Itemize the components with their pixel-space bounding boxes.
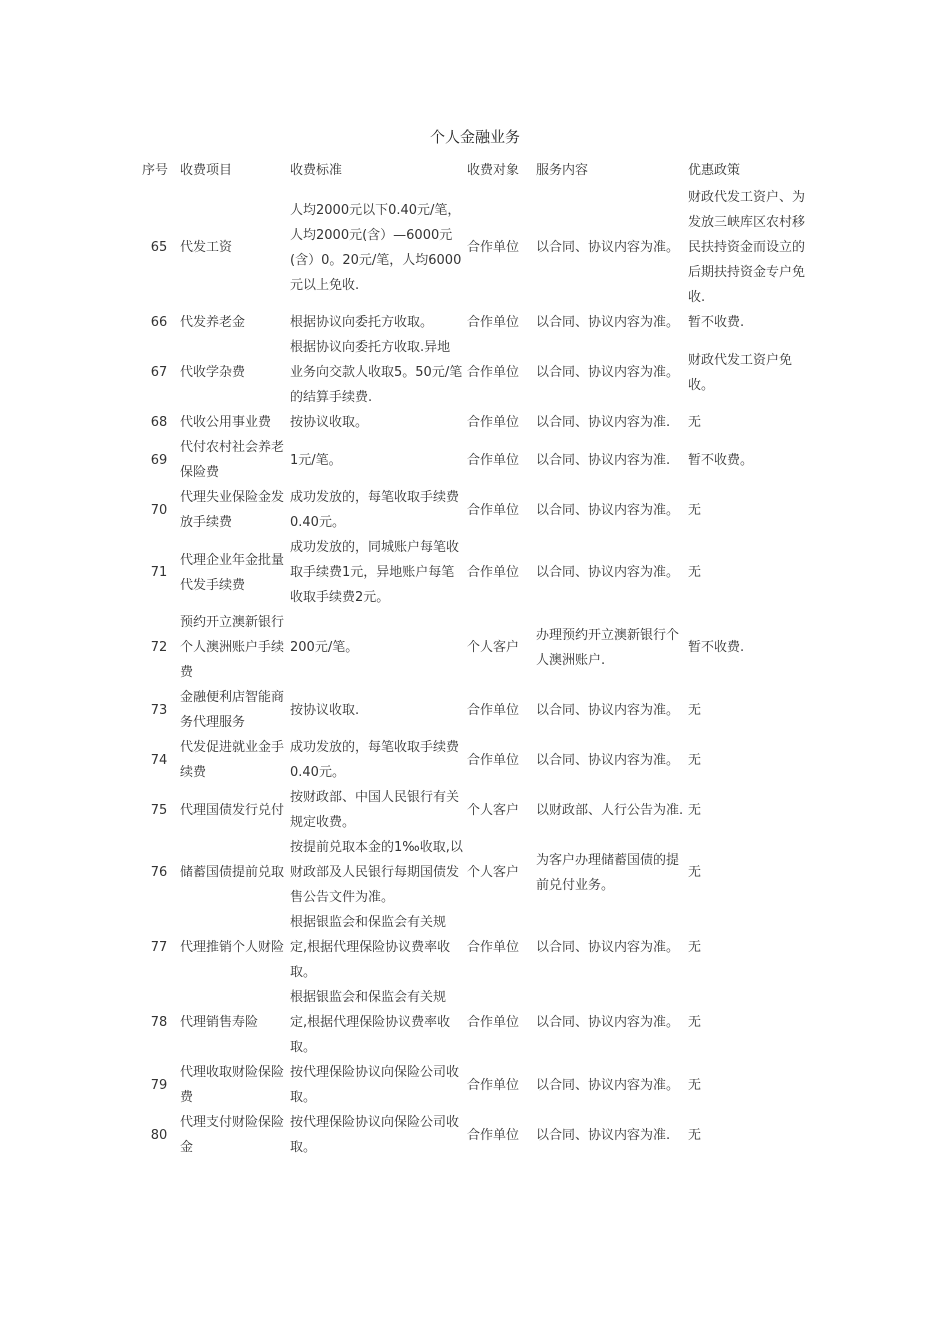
- discount-policy-cell: 无: [688, 1015, 702, 1030]
- fee-standard-cell: 成功发放的，同城账户每笔收取手续费1元，异地账户每笔收取手续费2元。: [290, 540, 460, 605]
- fee-standard-cell: 根据银监会和保监会有关规定,根据代理保险协议费率收取。: [290, 990, 451, 1055]
- row-number: 67: [150, 365, 168, 380]
- fee-standard-cell: 根据银监会和保监会有关规定,根据代理保险协议费率收取。: [290, 915, 451, 980]
- service-content-cell: 以合同、协议内容为准。: [536, 702, 680, 718]
- column-header-standard: 收费标准: [290, 162, 343, 178]
- table-row: [140, 185, 810, 310]
- row-number: 69: [150, 452, 168, 468]
- service-content-cell: 以合同、协议内容为准。: [536, 565, 680, 580]
- fee-target-cell: 合作单位: [467, 315, 520, 330]
- table-row: [140, 785, 810, 835]
- service-content-cell: 以合同、协议内容为准。: [536, 752, 680, 768]
- discount-policy-cell: 无: [688, 865, 702, 880]
- table-row: [140, 835, 810, 910]
- fee-target-cell: 合作单位: [467, 1015, 520, 1030]
- discount-policy-cell: 无: [688, 565, 702, 580]
- table-row: [140, 1110, 810, 1160]
- column-header-no: 序号: [142, 162, 169, 178]
- fee-standard-cell: 成功发放的，每笔收取手续费0.40元。: [290, 740, 460, 780]
- discount-policy-cell: 财政代发工资户、为发放三峡库区农村移民扶持资金而设立的后期扶持资金专户免收.: [688, 190, 806, 305]
- row-number: 78: [150, 1015, 168, 1030]
- discount-policy-cell: 暂不收费.: [688, 640, 745, 655]
- service-content-cell: 以合同、协议内容为准.: [536, 415, 671, 430]
- fee-target-cell: 个人客户: [467, 640, 520, 655]
- column-header-service: 服务内容: [536, 162, 589, 178]
- row-number: 76: [150, 865, 168, 880]
- discount-policy-cell: 无: [688, 940, 702, 955]
- fee-item-cell: 预约开立澳新银行个人澳洲账户手续费: [180, 615, 285, 680]
- fee-standard-cell: 按协议收取。: [290, 415, 369, 430]
- fee-target-cell: 合作单位: [467, 702, 520, 718]
- fee-item-cell: 代理失业保险金发放手续费: [180, 490, 285, 530]
- table-row: [140, 335, 810, 410]
- table-row: [140, 435, 810, 485]
- discount-policy-cell: 无: [688, 502, 702, 518]
- table-row: [140, 685, 810, 735]
- fee-item-cell: 代付农村社会养老保险费: [180, 440, 285, 480]
- fee-item-cell: 代理国债发行兑付: [180, 802, 285, 818]
- fee-target-cell: 个人客户: [467, 865, 520, 880]
- table-row: [140, 535, 810, 610]
- fee-item-cell: 储蓄国债提前兑取: [180, 865, 285, 880]
- fee-item-cell: 代理支付财险保险金: [180, 1115, 285, 1155]
- fee-standard-cell: 按代理保险协议向保险公司收取。: [290, 1115, 460, 1155]
- service-content-cell: 为客户办理储蓄国债的提前兑付业务。: [536, 852, 680, 893]
- fee-target-cell: 合作单位: [467, 1127, 520, 1143]
- table-header-row: [140, 155, 810, 185]
- service-content-cell: 以合同、协议内容为准。: [536, 940, 680, 955]
- fee-target-cell: 合作单位: [467, 752, 520, 768]
- service-content-cell: 以合同、协议内容为准。: [536, 365, 680, 380]
- discount-policy-cell: 无: [688, 1077, 702, 1093]
- discount-policy-cell: 无: [688, 415, 702, 430]
- page-title: 个人金融业务: [429, 128, 520, 146]
- fee-item-cell: 代理销售寿险: [180, 1015, 259, 1030]
- service-content-cell: 以合同、协议内容为准。: [536, 1077, 680, 1093]
- fee-target-cell: 合作单位: [467, 240, 520, 255]
- row-number: 71: [150, 565, 168, 580]
- fee-item-cell: 代理企业年金批量代发手续费: [180, 552, 285, 593]
- row-number: 73: [150, 702, 168, 718]
- row-number: 79: [150, 1077, 168, 1093]
- fee-standard-cell: 根据协议向委托方收取。: [290, 315, 434, 330]
- table-row: [140, 310, 810, 335]
- fee-target-cell: 合作单位: [467, 940, 520, 955]
- table-row: [140, 1060, 810, 1110]
- fee-table: [140, 155, 810, 1160]
- service-content-cell: 以合同、协议内容为准.: [536, 452, 671, 468]
- row-number: 80: [150, 1127, 168, 1143]
- row-number: 74: [150, 752, 168, 768]
- fee-standard-cell: 200元/笔。: [290, 640, 359, 655]
- fee-standard-cell: 按提前兑取本金的1‰收取,以财政部及人民银行每期国债发售公告文件为准。: [290, 840, 463, 905]
- fee-item-cell: 代收公用事业费: [180, 415, 272, 430]
- discount-policy-cell: 无: [688, 1127, 702, 1143]
- service-content-cell: 以合同、协议内容为准。: [536, 240, 680, 255]
- discount-policy-cell: 暂不收费.: [688, 315, 745, 330]
- fee-item-cell: 代收学杂费: [180, 365, 246, 380]
- row-number: 77: [150, 940, 168, 955]
- fee-target-cell: 个人客户: [467, 802, 520, 818]
- fee-item-cell: 代理收取财险保险费: [180, 1065, 285, 1105]
- table-row: [140, 985, 810, 1060]
- fee-target-cell: 合作单位: [467, 452, 520, 468]
- fee-target-cell: 合作单位: [467, 365, 520, 380]
- fee-item-cell: 代发促进就业金手续费: [180, 740, 285, 780]
- fee-standard-cell: 按代理保险协议向保险公司收取。: [290, 1065, 460, 1105]
- fee-standard-cell: 按财政部、中国人民银行有关规定收费。: [290, 790, 460, 830]
- table-row: [140, 485, 810, 535]
- discount-policy-cell: 财政代发工资户免收。: [688, 352, 793, 393]
- fee-item-cell: 代理推销个人财险: [180, 940, 285, 955]
- fee-item-cell: 金融便利店智能商务代理服务: [180, 690, 285, 730]
- row-number: 72: [150, 640, 168, 655]
- service-content-cell: 办理预约开立澳新银行个人澳洲账户.: [536, 627, 680, 668]
- table-row: [140, 410, 810, 435]
- discount-policy-cell: 无: [688, 752, 702, 768]
- service-content-cell: 以合同、协议内容为准。: [536, 315, 680, 330]
- service-content-cell: 以财政部、人行公告为准.: [536, 802, 684, 818]
- discount-policy-cell: 无: [688, 802, 702, 818]
- fee-standard-cell: 1元/笔。: [290, 452, 342, 468]
- fee-item-cell: 代发养老金: [180, 315, 246, 330]
- row-number: 65: [150, 240, 168, 255]
- fee-target-cell: 合作单位: [467, 502, 520, 518]
- table-row: [140, 910, 810, 985]
- row-number: 66: [150, 315, 168, 330]
- service-content-cell: 以合同、协议内容为准.: [536, 1127, 671, 1143]
- column-header-target: 收费对象: [467, 162, 520, 178]
- table-row: [140, 735, 810, 785]
- column-header-policy: 优惠政策: [688, 162, 741, 178]
- row-number: 68: [150, 415, 168, 430]
- discount-policy-cell: 无: [688, 702, 702, 718]
- fee-standard-cell: 按协议收取.: [290, 702, 360, 718]
- fee-target-cell: 合作单位: [467, 565, 520, 580]
- fee-target-cell: 合作单位: [467, 415, 520, 430]
- row-number: 70: [150, 502, 168, 518]
- service-content-cell: 以合同、协议内容为准。: [536, 502, 680, 518]
- column-header-item: 收费项目: [180, 162, 233, 178]
- fee-item-cell: 代发工资: [180, 240, 233, 255]
- fee-standard-cell: 成功发放的，每笔收取手续费0.40元。: [290, 490, 460, 530]
- service-content-cell: 以合同、协议内容为准。: [536, 1015, 680, 1030]
- row-number: 75: [150, 802, 168, 818]
- fee-standard-cell: 根据协议向委托方收取.异地业务向交款人收取5。50元/笔的结算手续费.: [290, 340, 463, 405]
- fee-standard-cell: 人均2000元以下0.40元/笔，人均2000元(含）—6000元(含）0。20元/笔，人均6000元以上免收.: [290, 202, 462, 293]
- fee-target-cell: 合作单位: [467, 1077, 520, 1093]
- discount-policy-cell: 暂不收费。: [688, 452, 754, 468]
- table-row: [140, 610, 810, 685]
